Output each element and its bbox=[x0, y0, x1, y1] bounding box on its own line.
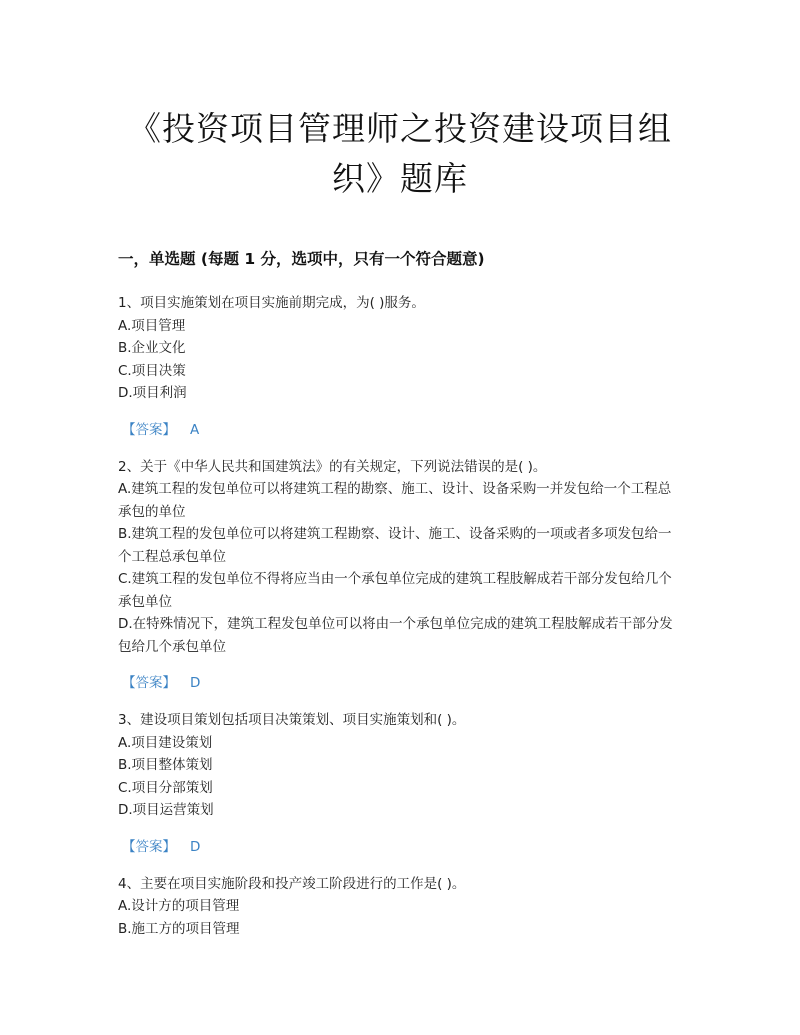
option-b: B.项目整体策划 bbox=[118, 757, 213, 773]
answer-value: A bbox=[190, 421, 200, 438]
question-text: 1、项目实施策划在项目实施前期完成，为( )服务。 bbox=[118, 295, 425, 311]
option-b: B.施工方的项目管理 bbox=[118, 920, 240, 937]
option-c: C.建筑工程的发包单位不得将应当由一个承包单位完成的建筑工程肢解成若干部分发包给几个承包单位 bbox=[118, 571, 672, 610]
question-text: 2、关于《中华人民共和国建筑法》的有关规定，下列说法错误的是( )。 bbox=[118, 458, 547, 475]
answer-line bbox=[122, 419, 684, 441]
answer-label: 【答案】 bbox=[122, 675, 176, 691]
option-a: A.项目管理 bbox=[118, 317, 186, 334]
question-text: 4、主要在项目实施阶段和投产竣工阶段进行的工作是( )。 bbox=[118, 875, 466, 892]
document-title bbox=[100, 104, 700, 204]
option-d: D.项目运营策划 bbox=[118, 802, 214, 818]
answer-line bbox=[122, 836, 684, 858]
document-title-line-1: 《投资项目管理师之投资建设项目组 bbox=[128, 109, 672, 148]
question-text: 3、建设项目策划包括项目决策策划、项目实施策划和( )。 bbox=[118, 712, 466, 728]
option-a: A.设计方的项目管理 bbox=[118, 898, 240, 914]
option-a: A.建筑工程的发包单位可以将建筑工程的勘察、施工、设计、设备采购一并发包给一个工程总承包的单位 bbox=[118, 481, 672, 520]
answer-value: D bbox=[190, 838, 201, 855]
option-c: C.项目决策 bbox=[118, 362, 186, 379]
answer-line bbox=[122, 672, 684, 694]
question-2 bbox=[118, 456, 684, 695]
question-4 bbox=[118, 873, 684, 941]
option-a: A.项目建设策划 bbox=[118, 734, 213, 751]
option-c: C.项目分部策划 bbox=[118, 779, 213, 796]
section-heading: 一，单选题 (每题 1 分，选项中，只有一个符合题意) bbox=[118, 250, 485, 268]
question-1 bbox=[118, 292, 684, 441]
option-b: B.企业文化 bbox=[118, 340, 186, 356]
option-d: D.项目利润 bbox=[118, 385, 187, 401]
answer-label: 【答案】 bbox=[122, 838, 176, 855]
option-b: B.建筑工程的发包单位可以将建筑工程勘察、设计、施工、设备采购的一项或者多项发包给一个工程总承包单位 bbox=[118, 526, 672, 565]
option-d: D.在特殊情况下，建筑工程发包单位可以将由一个承包单位完成的建筑工程肢解成若干部分发包给几个承包单位 bbox=[118, 616, 673, 655]
question-3 bbox=[118, 709, 684, 858]
question-list bbox=[118, 292, 684, 955]
answer-value: D bbox=[190, 675, 201, 691]
document-title-line-2: 织》题库 bbox=[332, 159, 468, 198]
answer-label: 【答案】 bbox=[122, 421, 176, 438]
